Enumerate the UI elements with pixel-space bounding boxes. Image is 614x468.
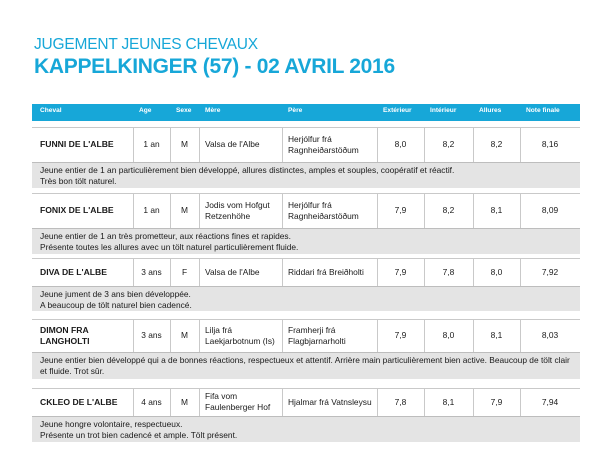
comment-line: Jeune entier de 1 an très prometteur, aux réactions fines et rapides. — [40, 231, 291, 241]
cell-allures-line: 8,1 — [490, 330, 503, 340]
cell-pere-line: Flagbjarnarholti — [288, 336, 346, 346]
header-age: Age — [139, 107, 152, 114]
cell-sexe — [170, 267, 199, 278]
cell-interieur-line: 7,8 — [442, 267, 455, 277]
comment-line: Présente un trot bien cadencé et ample. Tölt présent. — [40, 430, 238, 440]
cell-age-line: 1 an — [143, 139, 160, 149]
cell-name-line: FUNNI DE L'ALBE — [40, 139, 114, 149]
table-header — [32, 104, 580, 121]
cell-sexe — [170, 330, 199, 341]
row-main — [32, 388, 580, 416]
row-main — [32, 258, 580, 286]
cell-pere-line: Framherji frá — [288, 325, 336, 335]
cell-interieur-line: 8,2 — [442, 139, 455, 149]
cell-note_finale — [520, 330, 580, 341]
column-divider — [282, 388, 283, 416]
cell-mere-line: Laekjarbotnum (Is) — [205, 336, 275, 346]
cell-note_finale-line: 7,92 — [541, 267, 559, 277]
cell-exterieur-line: 7,9 — [394, 205, 407, 215]
cell-note_finale — [520, 397, 580, 408]
cell-exterieur — [377, 330, 424, 341]
cell-mere-line: Valsa de l'Albe — [205, 267, 260, 277]
comment-line: Jeune hongre volontaire, respectueux. — [40, 419, 183, 429]
header-cheval: Cheval — [40, 107, 62, 114]
comment-line: Très bon tölt naturel. — [40, 176, 117, 186]
cell-name — [40, 267, 132, 278]
document-subtitle: JUGEMENT JEUNES CHEVAUX — [34, 36, 258, 53]
cell-interieur-line: 8,1 — [442, 397, 455, 407]
header-interieur: Intérieur — [430, 107, 457, 114]
cell-name-line: LANGHOLTI — [40, 336, 90, 346]
cell-mere — [205, 139, 281, 150]
document-title: KAPPELKINGER (57) - 02 AVRIL 2016 — [34, 55, 395, 78]
cell-pere-line: Herjólfur frá — [288, 134, 332, 144]
header-pere: Père — [288, 107, 303, 114]
cell-exterieur-line: 7,9 — [394, 267, 407, 277]
row-divider — [32, 258, 580, 259]
column-divider — [199, 127, 200, 162]
cell-name — [40, 397, 132, 408]
cell-mere-line: Lilja frá — [205, 325, 232, 335]
cell-exterieur — [377, 205, 424, 216]
cell-name-line: CKLEO DE L'ALBE — [40, 397, 118, 407]
cell-allures — [473, 139, 520, 150]
comment-line: Jeune jument de 3 ans bien développée. — [40, 289, 191, 299]
cell-interieur — [424, 139, 473, 150]
header-mere: Mère — [205, 107, 221, 114]
column-divider — [282, 193, 283, 228]
row-comment — [32, 417, 580, 442]
cell-age-line: 1 an — [143, 205, 160, 215]
row-divider — [32, 193, 580, 194]
column-divider — [282, 319, 283, 352]
cell-exterieur-line: 8,0 — [394, 139, 407, 149]
cell-name-line: FONIX DE L'ALBE — [40, 205, 114, 215]
cell-pere-line: Herjólfur frá — [288, 200, 332, 210]
cell-allures — [473, 267, 520, 278]
cell-pere-line: Hjalmar frá Vatnsleysu — [288, 397, 372, 407]
cell-pere-line: Ragnheiðarstöðum — [288, 145, 359, 155]
cell-exterieur-line: 7,9 — [394, 330, 407, 340]
cell-mere — [205, 267, 281, 278]
row-divider — [32, 319, 580, 320]
cell-note_finale-line: 8,09 — [541, 205, 559, 215]
row-comment — [32, 353, 580, 379]
cell-pere-line: Riddari frá Breiðholti — [288, 267, 364, 277]
cell-note_finale-line: 7,94 — [541, 397, 559, 407]
cell-name-line: DIMON FRA — [40, 325, 89, 335]
header-allures: Allures — [479, 107, 502, 114]
header-exterieur: Extérieur — [383, 107, 412, 114]
cell-sexe — [170, 205, 199, 216]
cell-sexe-line: M — [181, 139, 188, 149]
cell-sexe-line: F — [181, 267, 188, 277]
cell-allures-line: 8,2 — [490, 139, 503, 149]
cell-mere-line: Fifa vom — [205, 391, 238, 401]
row-comment — [32, 163, 580, 188]
row-main — [32, 193, 580, 228]
cell-age-line: 3 ans — [141, 267, 162, 277]
cell-pere-line: Ragnheiðarstöðum — [288, 211, 359, 221]
header-note-finale: Note finale — [526, 107, 560, 114]
cell-age — [133, 267, 170, 278]
row-main — [32, 319, 580, 352]
cell-age — [133, 330, 170, 341]
cell-allures-line: 8,0 — [490, 267, 503, 277]
cell-exterieur — [377, 397, 424, 408]
cell-interieur — [424, 267, 473, 278]
cell-allures-line: 8,1 — [490, 205, 503, 215]
cell-interieur — [424, 397, 473, 408]
comment-line: Jeune entier bien développé qui a de bonnes réactions, respectueux et attentif. Arrière main particulièrement bien active. Beaucoup de tölt clair — [40, 355, 570, 365]
row-comment — [32, 287, 580, 311]
cell-mere-line: Retzenhöhe — [205, 211, 251, 221]
cell-interieur — [424, 205, 473, 216]
cell-mere — [205, 200, 281, 222]
cell-interieur-line: 8,0 — [442, 330, 455, 340]
cell-exterieur — [377, 139, 424, 150]
cell-age-line: 3 ans — [141, 330, 162, 340]
cell-allures — [473, 397, 520, 408]
cell-sexe — [170, 139, 199, 150]
cell-sexe-line: M — [181, 205, 188, 215]
column-divider — [282, 258, 283, 286]
row-main — [32, 127, 580, 162]
cell-name — [40, 205, 132, 216]
comment-line: Présente toutes les allures avec un tölt naturel particulièrement fluide. — [40, 242, 299, 252]
cell-interieur-line: 8,2 — [442, 205, 455, 215]
cell-interieur — [424, 330, 473, 341]
comment-line: Jeune entier de 1 an particulièrement bien développé, allures distinctes, amples et souples, coopératif et réactif. — [40, 165, 455, 175]
cell-sexe-line: M — [181, 397, 188, 407]
column-divider — [199, 193, 200, 228]
cell-mere — [205, 391, 281, 413]
column-divider — [199, 319, 200, 352]
cell-mere-line: Valsa de l'Albe — [205, 139, 260, 149]
cell-mere-line: Jodis vom Hofgut — [205, 200, 270, 210]
cell-pere — [288, 200, 376, 222]
cell-sexe-line: M — [181, 330, 188, 340]
column-divider — [199, 258, 200, 286]
cell-age — [133, 139, 170, 150]
cell-pere — [288, 397, 376, 408]
comment-line: et fluide. Trot sûr. — [40, 366, 105, 376]
cell-note_finale-line: 8,03 — [541, 330, 559, 340]
cell-age — [133, 205, 170, 216]
cell-pere — [288, 325, 376, 347]
cell-allures-line: 7,9 — [490, 397, 503, 407]
column-divider — [282, 127, 283, 162]
cell-name — [40, 139, 132, 150]
cell-pere — [288, 134, 376, 156]
row-divider — [32, 127, 580, 128]
header-sexe: Sexe — [176, 107, 192, 114]
cell-note_finale — [520, 267, 580, 278]
cell-mere — [205, 325, 281, 347]
column-divider — [199, 388, 200, 416]
row-comment — [32, 229, 580, 254]
cell-exterieur — [377, 267, 424, 278]
cell-age — [133, 397, 170, 408]
cell-note_finale-line: 8,16 — [541, 139, 559, 149]
row-divider — [32, 388, 580, 389]
cell-note_finale — [520, 205, 580, 216]
cell-age-line: 4 ans — [141, 397, 162, 407]
cell-mere-line: Faulenberger Hof — [205, 402, 271, 412]
cell-allures — [473, 205, 520, 216]
cell-pere — [288, 267, 376, 278]
comment-line: A beaucoup de tölt naturel bien cadencé. — [40, 300, 192, 310]
cell-name — [40, 325, 132, 347]
cell-exterieur-line: 7,8 — [394, 397, 407, 407]
cell-name-line: DIVA DE L'ALBE — [40, 267, 107, 277]
cell-note_finale — [520, 139, 580, 150]
cell-allures — [473, 330, 520, 341]
cell-sexe — [170, 397, 199, 408]
